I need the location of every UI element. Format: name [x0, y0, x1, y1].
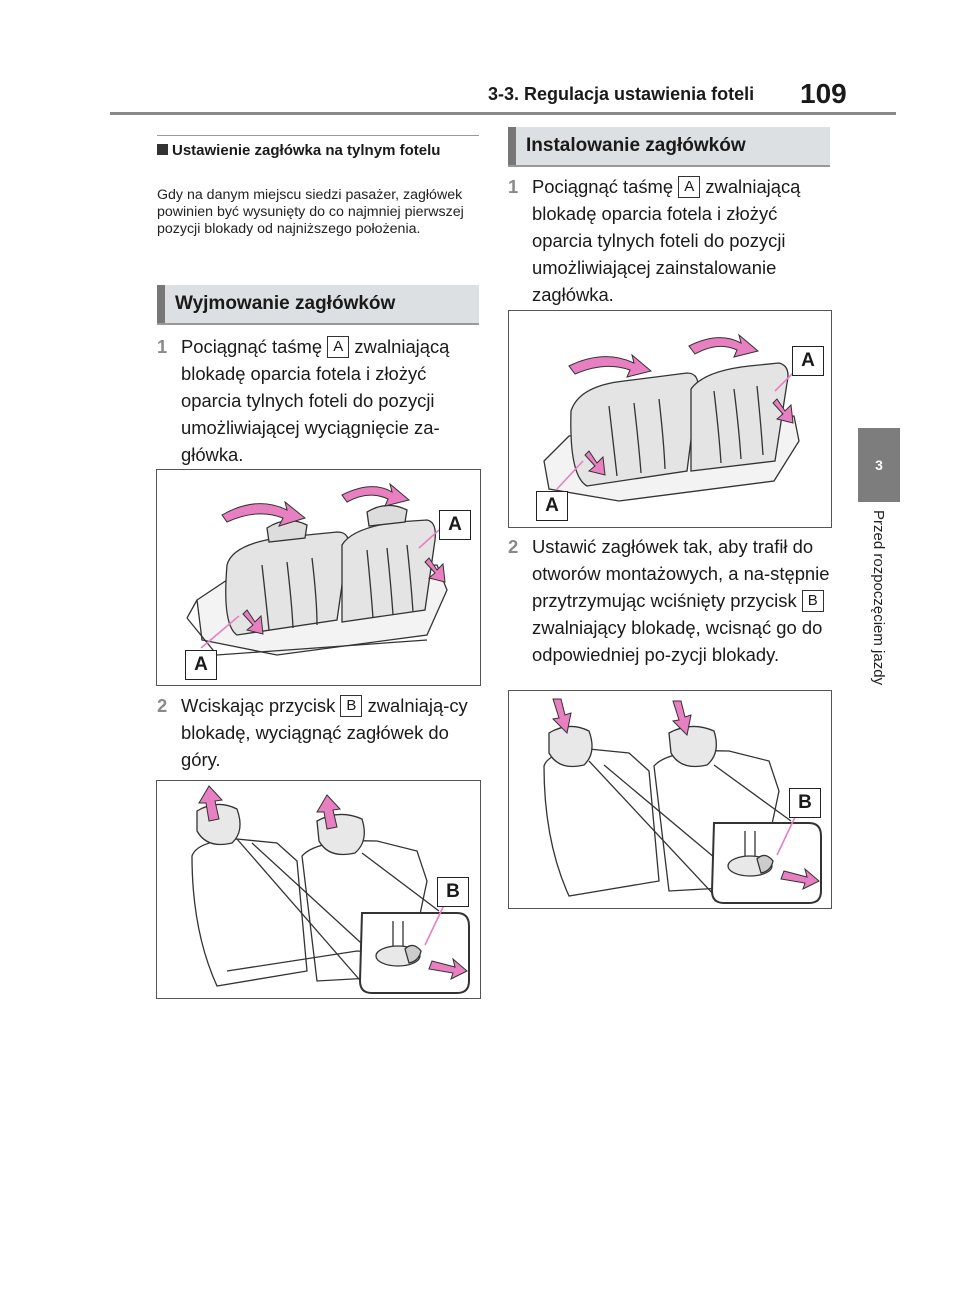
callout-label-a-top: A [792, 346, 824, 376]
step-1-installing: 1 Pociągnąć taśmę A zwalniającą blokadę oparcia fotela i złożyć oparcia tylnych foteli do pozycji umożliwiającej zainstalowanie zagłówka. [508, 176, 801, 305]
subheading-rule [157, 135, 479, 136]
page-number: 109 [800, 78, 847, 109]
key-label-a: A [678, 176, 700, 198]
body-text: Gdy na danym miejscu siedzi pasażer, zagłówek powinien być wysunięty do co najmniej pierwszej pozycji blokady od najniższego położenia. [157, 187, 464, 237]
callout-label-b: B [437, 877, 469, 907]
step-2-removing: 2 Wciskając przycisk B zwalniają-cy blokadę, wyciągnąć zagłówek do góry. [157, 695, 468, 770]
step-1-removing: 1 Pociągnąć taśmę A zwalniającą blokadę oparcia fotela i złożyć oparcia tylnych foteli do pozycji umożliwiającej wyciągnięcie za-główka. [157, 336, 450, 465]
figure-fold-seats-right [508, 310, 832, 528]
section-removing-headrests: Wyjmowanie zagłówków [157, 285, 479, 325]
subheading: Ustawienie zagłówka na tylnym fotelu [157, 142, 479, 160]
key-label-b: B [802, 590, 824, 612]
section-installing-headrests: Instalowanie zagłówków [508, 127, 830, 167]
key-label-a: A [327, 336, 349, 358]
square-bullet-icon [157, 144, 168, 155]
chapter-tab: 3 [858, 428, 900, 502]
running-header-title: 3-3. Regulacja ustawienia foteli [488, 84, 755, 104]
callout-label-a-bottom: A [185, 650, 217, 680]
headrest-removal-illustration [157, 781, 480, 998]
callout-label-a-top: A [439, 510, 471, 540]
header-rule [110, 112, 896, 115]
key-label-b: B [340, 695, 362, 717]
headrest-install-illustration [509, 691, 831, 908]
figure-fold-seats-left [156, 469, 481, 686]
callout-label-b: B [789, 788, 821, 818]
figure-insert-headrest [508, 690, 832, 909]
figure-pull-headrest [156, 780, 481, 999]
step-2-installing: 2 Ustawić zagłówek tak, aby trafił do otworów montażowych, a na-stępnie przytrzymując wciśnięty przycisk B zwalniający blokadę, wcisnąć go do odpowiedniej po-zycji blokady. [508, 536, 830, 665]
chapter-title-vertical: Przed rozpoczęciem jazdy [870, 510, 887, 686]
callout-label-a-bottom: A [536, 491, 568, 521]
